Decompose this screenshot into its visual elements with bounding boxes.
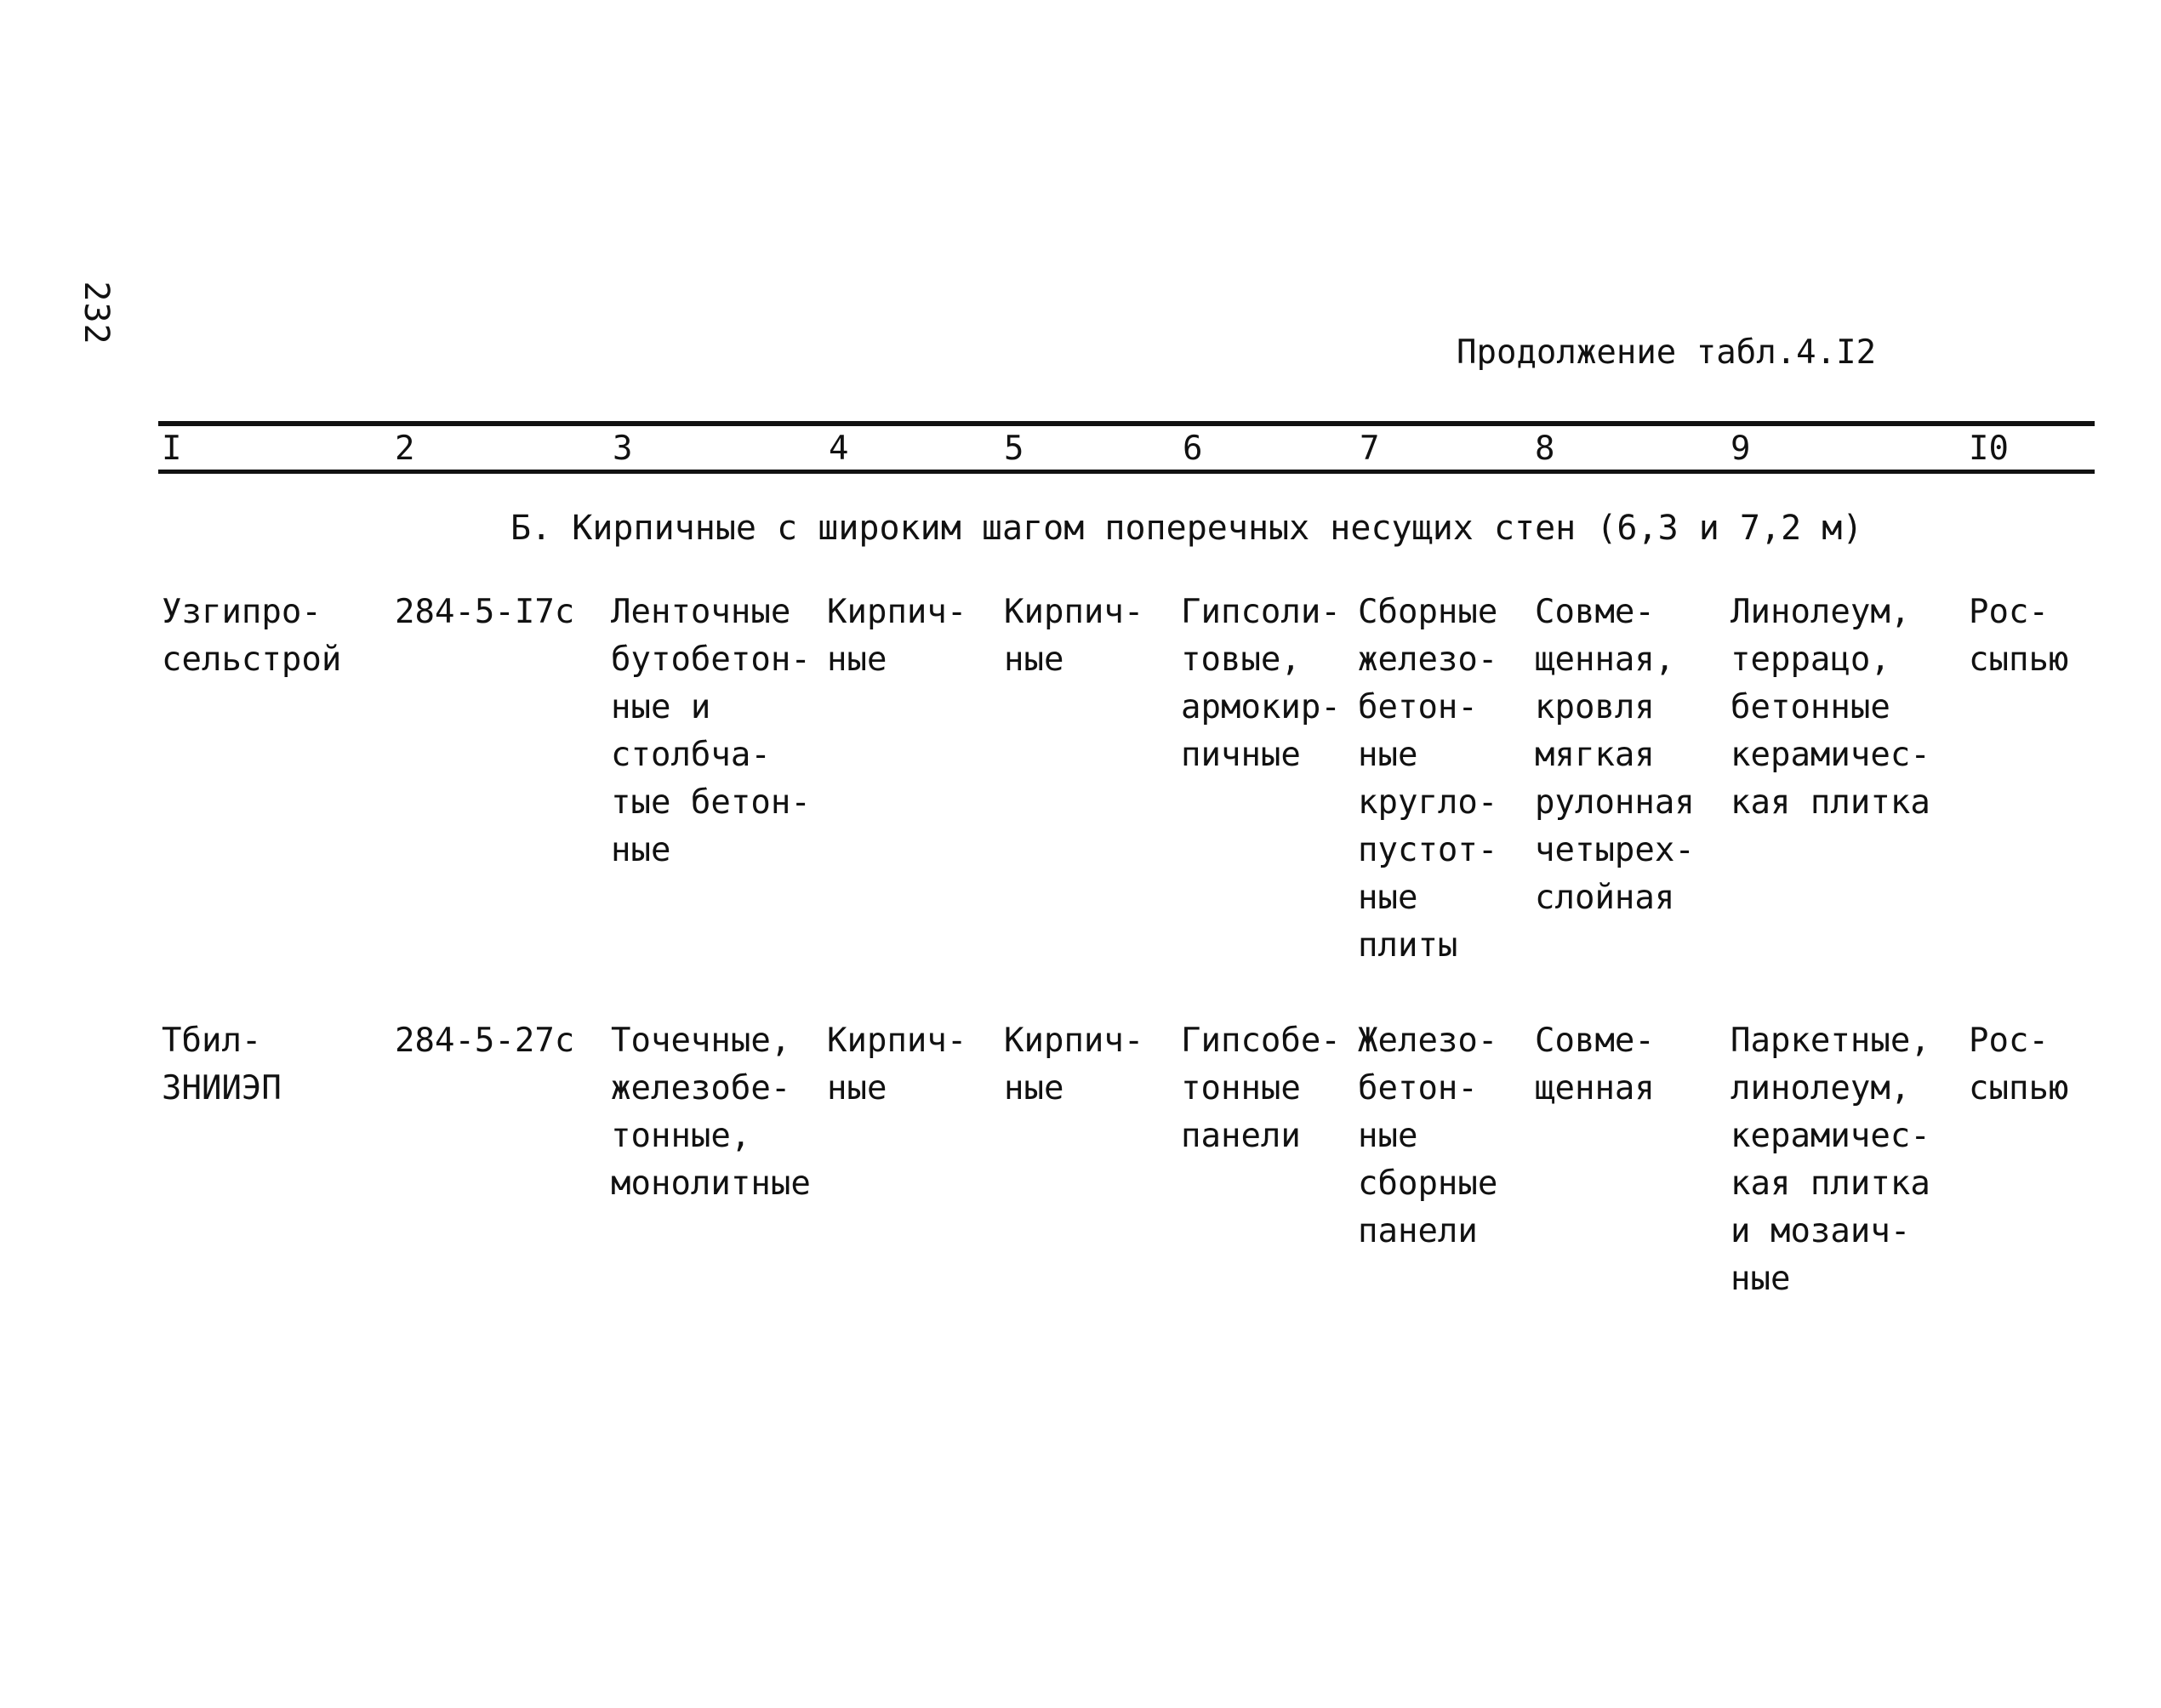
column-number-4: 4 <box>829 430 849 468</box>
column-number-9: 9 <box>1731 430 1751 468</box>
cell-inner-walls: Кирпич- ные <box>1004 1022 1144 1107</box>
cell-project-number: 284-5-27с <box>395 1022 575 1060</box>
cell-organization: Тбил- ЗНИИЭП <box>162 1022 282 1107</box>
cell-floor-finish: Паркетные, линолеум, керамичес- кая плитка и мозаич- ные <box>1731 1022 1930 1298</box>
column-number-7: 7 <box>1360 430 1380 468</box>
column-number-8: 8 <box>1535 430 1555 468</box>
cell-outer-walls: Кирпич- ные <box>827 1022 967 1107</box>
column-number-10: I0 <box>1969 430 2009 468</box>
cell-roof: Совме- щенная <box>1535 1022 1655 1107</box>
cell-project-number: 284-5-I7с <box>395 593 575 631</box>
cell-partitions: Гипсоли- товые, армокир- пичные <box>1181 593 1341 774</box>
cell-layout: Рос- сыпью <box>1969 1022 2069 1107</box>
table-continuation-label: Продолжение табл.4.I2 <box>1457 333 1877 372</box>
cell-floors: Железо- бетон- ные сборные панели <box>1358 1022 1498 1250</box>
cell-inner-walls: Кирпич- ные <box>1004 593 1144 679</box>
cell-foundations: Ленточные бутобетон- ные и столбча- тые бетон- ные <box>611 593 811 869</box>
cell-roof: Совме- щенная, кровля мягкая рулонная четырех- слойная <box>1535 593 1695 917</box>
column-number-3: 3 <box>613 430 633 468</box>
cell-floors: Сборные железо- бетон- ные кругло- пустот- ные плиты <box>1358 593 1498 965</box>
page-number: 232 <box>77 281 116 345</box>
column-number-2: 2 <box>395 430 415 468</box>
cell-floor-finish: Линолеум, террацо, бетонные керамичес- кая плитка <box>1731 593 1930 822</box>
cell-layout: Рос- сыпью <box>1969 593 2069 679</box>
table-top-rule <box>158 421 2095 426</box>
column-number-6: 6 <box>1183 430 1203 468</box>
cell-organization: Узгипро- сельстрой <box>162 593 342 679</box>
section-title: Б. Кирпичные с широким шагом поперечных несущих стен (6,3 и 7,2 м) <box>510 509 1863 548</box>
table-header-bottom-rule <box>158 470 2095 474</box>
column-number-1: I <box>162 430 182 468</box>
cell-foundations: Точечные, железобе- тонные, монолитные <box>611 1022 811 1203</box>
cell-outer-walls: Кирпич- ные <box>827 593 967 679</box>
cell-partitions: Гипсобе- тонные панели <box>1181 1022 1341 1155</box>
column-number-5: 5 <box>1004 430 1024 468</box>
